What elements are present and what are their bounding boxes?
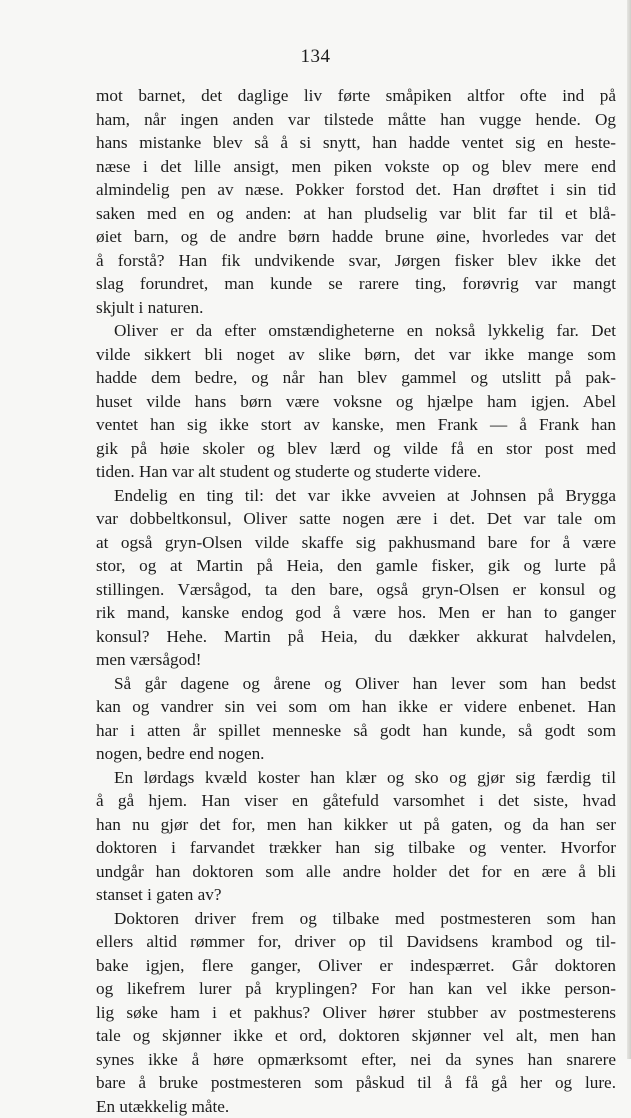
paragraph-start-line: Endelig en ting til: det var ikke avveien at Johnsen på Brygga (96, 484, 616, 508)
text-line: nogen, bedre end nogen. (96, 742, 616, 766)
text-line: at også gryn-Olsen vilde skaffe sig pakhusmand bare for å være (96, 531, 616, 555)
text-line: synes ikke å høre opmærksomt efter, nei da synes han snarere (96, 1048, 616, 1072)
text-line: bare å bruke postmesteren som påskud til å få gå her og lure. (96, 1071, 616, 1095)
text-line: ham, når ingen anden var tilstede måtte han vugge hende. Og (96, 108, 616, 132)
text-line: øiet barn, og de andre børn hadde brune øine, hvorledes var det (96, 225, 616, 249)
text-line: stanset i gaten av? (96, 883, 616, 907)
text-line: tiden. Han var alt student og studerte og studerte videre. (96, 460, 616, 484)
paragraph-start-line: Doktoren driver frem og tilbake med postmesteren som han (96, 907, 616, 931)
text-line: næse i det lille ansigt, men piken vokste op og blev mere end (96, 155, 616, 179)
text-line: bake igjen, flere ganger, Oliver er indespærret. Går doktoren (96, 954, 616, 978)
text-line: undgår han doktoren som alle andre holder det for en ære å bli (96, 860, 616, 884)
text-line: En utækkelig måte. (96, 1095, 616, 1118)
text-line: lig søke ham i et pakhus? Oliver hører stubber av postmesterens (96, 1001, 616, 1025)
page-edge-shadow (627, 0, 631, 1059)
text-line: huset vilde hans børn være voksne og hjælpe ham igjen. Abel (96, 390, 616, 414)
paragraph-start-line: Så går dagene og årene og Oliver han lever som han bedst (96, 672, 616, 696)
text-line: hadde dem bedre, og når han blev gammel og utslitt på pak- (96, 366, 616, 390)
paragraph-start-line: En lørdags kvæld koster han klær og sko og gjør sig færdig til (96, 766, 616, 790)
text-line: stillingen. Værsågod, ta den bare, også gryn-Olsen er konsul og (96, 578, 616, 602)
body-text (96, 84, 616, 1118)
text-line: skjult i naturen. (96, 296, 616, 320)
text-line: tale og skjønner ikke et ord, doktoren skjønner vel alt, men han (96, 1024, 616, 1048)
text-line: rik mand, kanske endog god å være hos. Men er han to ganger (96, 601, 616, 625)
text-line: almindelig pen av næse. Pokker forstod det. Han drøftet i sin tid (96, 178, 616, 202)
text-line: ellers altid rømmer for, driver op til Davidsens krambod og til- (96, 930, 616, 954)
text-line: vilde sikkert bli noget av slike børn, det var ikke mange som (96, 343, 616, 367)
text-line: doktoren i farvandet trækker han sig tilbake og venter. Hvorfor (96, 836, 616, 860)
text-line: men værsågod! (96, 648, 616, 672)
text-line: ventet han sig ikke stort av kanske, men Frank — å Frank han (96, 413, 616, 437)
text-line: hans mistanke blev så å si snytt, han hadde ventet sig en heste- (96, 131, 616, 155)
text-line: stor, og at Martin på Heia, den gamle fisker, gik og lurte på (96, 554, 616, 578)
text-line: mot barnet, det daglige liv førte småpiken altfor ofte ind på (96, 84, 616, 108)
page-number: 134 (0, 46, 631, 68)
text-line: å forstå? Han fik undvikende svar, Jørgen fisker blev ikke det (96, 249, 616, 273)
text-line: har i atten år spillet menneske så godt han kunde, så godt som (96, 719, 616, 743)
text-line: saken med en og anden: at han pludselig var blit far til et blå- (96, 202, 616, 226)
paragraph-start-line: Oliver er da efter omstændigheterne en nokså lykkelig far. Det (96, 319, 616, 343)
text-line: å gå hjem. Han viser en gåtefuld varsomhet i det siste, hvad (96, 789, 616, 813)
text-line: og likefrem lurer på kryplingen? For han kan vel ikke person- (96, 977, 616, 1001)
text-line: gik på høie skoler og blev lærd og vilde få en stor post med (96, 437, 616, 461)
text-line: konsul? Hehe. Martin på Heia, du dækker akkurat halvdelen, (96, 625, 616, 649)
text-line: slag forundret, man kunde se rarere ting, forøvrig var mangt (96, 272, 616, 296)
text-line: han nu gjør det for, men han kikker ut på gaten, og da han ser (96, 813, 616, 837)
text-line: var dobbeltkonsul, Oliver satte nogen ære i det. Det var tale om (96, 507, 616, 531)
text-line: kan og vandrer sin vei som om han ikke er videre enbenet. Han (96, 695, 616, 719)
